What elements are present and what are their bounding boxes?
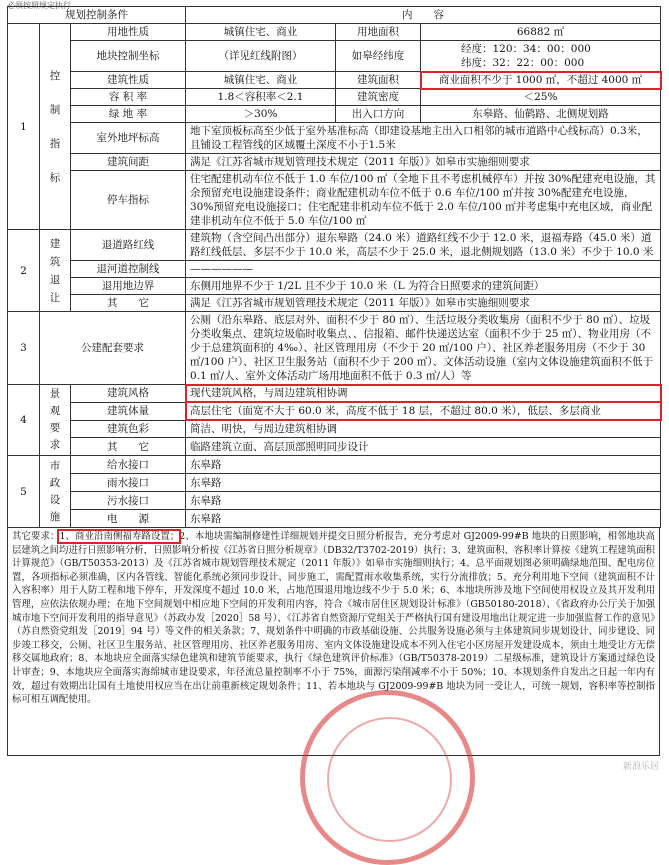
land-area-label: 用地面积 (336, 24, 421, 41)
building-nature-label: 建筑性质 (71, 72, 186, 89)
far-label: 容 积 率 (71, 89, 186, 106)
section-2-number: 2 (8, 230, 40, 312)
boundary-setback-value: 东侧用地界不少于 1/2L 且不少于 10.0 米（L 为符合日照要求的建筑间距） (186, 278, 661, 295)
rainwater-value: 东皋路 (186, 474, 661, 492)
building-nature-value: 城镇住宅、商业 (186, 72, 336, 89)
section-4-title: 景观要求 (40, 385, 71, 456)
coordinates-value: （详见红线附图） (186, 41, 336, 72)
river-setback-value: —————— (186, 261, 661, 278)
public-facilities-label: 公建配套要求 (40, 312, 186, 385)
parking-value: 住宅配建机动车位不低于 1.0 车位/100 ㎡（全地下且不考虑机械停车）并按 30%配建充电设施，其余预留充电设施建设条件；商业配建机动车位不低于 0.6 车位/100 ㎡并按 30%配建充电设施，30%预留充电设施接口；住宅配建非机动车位不低于 2.0 车位/100 ㎡并考虑集中充电区域，商业配建非机动车位不低于 5.0 车位/100 ㎡ (186, 171, 661, 230)
longitude: 经度：120：34：00：000 (461, 43, 591, 55)
land-area-value: 66882 ㎡ (421, 24, 661, 41)
planning-conditions-sheet (7, 6, 660, 756)
section-3-number: 3 (8, 312, 40, 385)
center-point-label: 如皋经纬度 (336, 41, 421, 72)
boundary-setback-label: 退用地边界 (71, 278, 186, 295)
building-area-label: 建筑面积 (336, 72, 421, 89)
spacing-label: 建筑间距 (71, 154, 186, 171)
other-requirements-text: 2、本地块需编制修建性详细规划并提交日照分析报告，充分考虑对 GJ2009-99#B 地块的日照影响，相邻地块高层建筑之间均进行日照影响分析，日照影响分析按《江苏省日照分析规章》（DB32/T3702-2019）执行；3、建筑面积、容积率计算按《建筑工程建筑面积计算规范》（GB/T50353-2013）及《江苏省城市规划管理技术规定（2011 年版）》如皋市实施细则执行；4、总平面规划图必须明确绿地范围、配电房位置，各项指标必须准确，区内各管线、智能化系统必须同步设计、同步施工，需配置雨水收集系统，实行分流排放；5、充分利用地下空间（建筑面积不计入容积率）用于人防工程和地下停车，开发深度不超过 10.0 米，占地范围退用地边线不少于 5.0 米；6、本地块所涉及地下空间使用权设立及其开发利用管理，应依法依规办理；在地下空间规划中相应地下空间的开发利用内容，符合《城市居住区规划设计标准》（GB50180-2018）、《省政府办公厅关于加强城市地下空间开发利用的指导意见》（苏政办发［2020］58 号）、《江苏省自然资源厅党组关于严格执行国有建设用地出让规定进一步加强监督工作的意见》（苏自然资党组发［2019］94 号）等文件的相关条款；7、规划条件中明确的市政基础设施、公共服务设施必须与主体建筑同步规划设计、同步建设、同步竣工移交，公厕、社区卫生服务站、社区管理用房、社区养老服务用房、室内文体设施建设成本不列入住宅小区房屋开发建设成本，须由土地受让方无偿移交属地政府；8、本地块应全面落实绿色建筑和建筑节能要求，执行《绿色建筑评价标准》（GB/T50378-2019）二星级标准，建筑设计方案通过绿色设计审查；9、本地块应全面落实海绵城市建设要求，年径流总量控制率不小于 75%，面源污染削减率不小于 50%；10、本规划条件自发出之日起一年内有效，超过有效期出让国有土地使用权应当在出让前重新核定规划条件；11、若本地块与 GJ2009-99#B 地块为同一受让人，可统一规划，容积率等控制指标可相互调配使用。 (12, 531, 655, 706)
massing-value: 高层住宅（面宽不大于 60.0 米，高度不低于 18 层，不超过 80.0 米），低层、多层商业 (186, 402, 661, 420)
color-label: 建筑色彩 (71, 420, 186, 438)
river-setback-label: 退河道控制线 (71, 261, 186, 278)
density-label: 建筑密度 (336, 89, 421, 106)
water-supply-value: 东皋路 (186, 456, 661, 474)
header-conditions: 规划控制条件 (8, 7, 186, 24)
section-5-number: 5 (8, 456, 40, 528)
style-label: 建筑风格 (71, 385, 186, 403)
section-2-title: 建筑退让 (40, 230, 71, 312)
green-ratio-value: ＞30% (186, 106, 336, 123)
official-seal-inner-ring (327, 717, 452, 842)
landscape-other-label: 其 它 (71, 438, 186, 456)
rainwater-label: 雨水接口 (71, 474, 186, 492)
power-value: 东皋路 (186, 510, 661, 528)
far-value: 1.8＜容积率＜2.1 (186, 89, 336, 106)
section-4-number: 4 (8, 385, 40, 456)
watermark: 新浪乐居 (622, 762, 659, 772)
density-value: ＜25% (421, 89, 661, 106)
landscape-other-value: 临路建筑立面、高层顶部照明同步设计 (186, 438, 661, 456)
parking-label: 停车指标 (71, 171, 186, 230)
section-1-title: 控制指标 (40, 24, 71, 230)
massing-label: 建筑体量 (71, 402, 186, 420)
other-requirements-label: 其它要求： (12, 531, 60, 542)
access-label: 出入口方向 (336, 106, 421, 123)
spacing-value: 满足《江苏省城市规划管理技术规定（2011 年版）》如皋市实施细则要求 (186, 154, 661, 171)
top-fragment: 必须按照规定执行 (7, 1, 71, 10)
green-ratio-label: 绿 地 率 (71, 106, 186, 123)
sewage-label: 污水接口 (71, 492, 186, 510)
header-content: 内 容 (186, 7, 661, 24)
header-row (8, 7, 661, 24)
latitude: 纬度：32：22：00：000 (461, 57, 585, 69)
color-value: 简洁、明快，与周边建筑相协调 (186, 420, 661, 438)
road-setback-value: 建筑物（含空间凸出部分）退东皋路（24.0 米）道路红线不少于 12.0 米，退福寿路（45.0 米）道路红线低层、多层不少于 10.0 米，高层不少于 25.0 米，退北侧规划路（13.0 米）不少于 10.0 米 (186, 230, 661, 261)
section-5-title: 市政设施 (40, 456, 71, 528)
land-use-value: 城镇住宅、商业 (186, 24, 336, 41)
building-area-value: 商业面积不少于 1000 ㎡，不超过 4000 ㎡ (421, 72, 661, 89)
outdoor-level-value: 地下室顶板标高至少低于室外基准标高（即建设基地主出入口相邻的城市道路中心线标高）0.3米，且铺设工程管线的区域覆土深度不小于1.5米 (186, 123, 661, 154)
section-1-number: 1 (8, 24, 40, 230)
access-value: 东皋路、仙鹤路、北侧规划路 (421, 106, 661, 123)
road-setback-label: 退道路红线 (71, 230, 186, 261)
other-requirements-highlight: 1、商业沿南侧福寿路设置； (59, 531, 180, 542)
setback-other-value: 满足《江苏省城市规划管理技术规定（2011 年版）》如皋市实施细则要求 (186, 295, 661, 312)
lat-long-value (421, 41, 661, 72)
power-label: 电 源 (71, 510, 186, 528)
land-use-label: 用地性质 (71, 24, 186, 41)
planning-conditions-table (7, 6, 661, 528)
style-value: 现代建筑风格，与周边建筑相协调 (186, 385, 661, 403)
setback-other-label: 其 它 (71, 295, 186, 312)
public-facilities-value: 公厕（沿东皋路、底层对外、面积不少于 80 ㎡）、生活垃圾分类收集房（面积不少于 80 ㎡）、垃圾分类收集点、建筑垃圾临时收集点、、信报箱、邮件快递送达室（面积不少于 25 ㎡）、物业用房（不少于总建筑面积的 4‰）、社区管理用房（不少于 20 ㎡/100 户）、社区养老服务用房（不少于 30 ㎡/100 户）、社区卫生服务站（面积不少于 200 ㎡）、文体活动设施（室内文体设施建筑面积不低于 0.1 ㎡/人、室外文体活动广场用地面积不低于 0.3 ㎡/人）等 (186, 312, 661, 385)
outdoor-level-label: 室外地坪标高 (71, 123, 186, 154)
water-supply-label: 给水接口 (71, 456, 186, 474)
coordinates-label: 地块控制坐标 (71, 41, 186, 72)
sewage-value: 东皋路 (186, 492, 661, 510)
